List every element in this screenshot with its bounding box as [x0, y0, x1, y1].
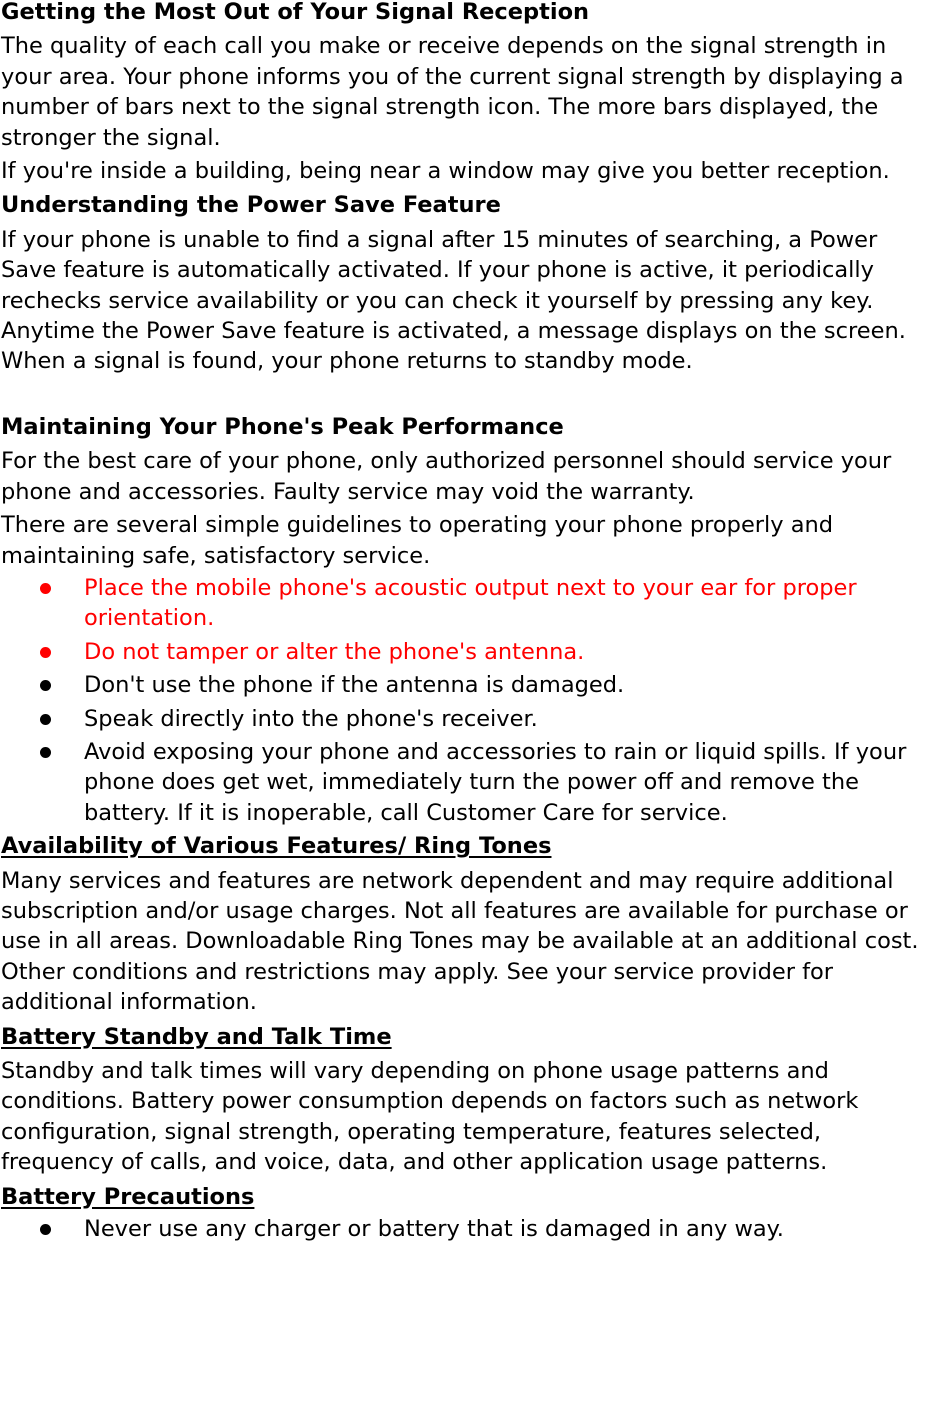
list-item — [1, 637, 929, 667]
signal-reception-paragraph-1: The quality of each call you make or receive depends on the signal strength in your area. Your phone informs you of the current signal strength by displaying a number of bars next to the signal strength icon. The more bars displayed, the stronger the signal. — [1, 33, 904, 151]
manual-page — [1, 0, 929, 1247]
battery-precautions-list — [1, 1214, 929, 1244]
signal-reception-paragraph-2: If you're inside a building, being near a window may give you better reception. — [1, 158, 890, 185]
list-item-text: Do not tamper or alter the phone's antenna. — [84, 638, 585, 665]
bullet-dot-icon — [40, 680, 51, 691]
list-item — [1, 573, 929, 634]
list-item — [1, 737, 929, 828]
list-item-text: Avoid exposing your phone and accessories to rain or liquid spills. If your phone does get wet, immediately turn the power off and remove the battery. If it is inoperable, call Customer Care for service. — [84, 738, 907, 826]
availability-paragraph: Many services and features are network dependent and may require additional subscription and/or usage charges. Not all features are available for purchase or use in all areas. Downloadable Ring Tones may be available at an additional cost. Other conditions and restrictions may apply. See your service provider for additional information. — [1, 867, 919, 1016]
peak-performance-heading: Maintaining Your Phone's Peak Performance — [1, 413, 564, 440]
list-item-text: Speak directly into the phone's receiver. — [84, 705, 538, 732]
power-save-heading: Understanding the Power Save Feature — [1, 192, 501, 219]
list-item-text: Place the mobile phone's acoustic output next to your ear for proper orientation. — [84, 574, 857, 632]
performance-guidelines-list — [1, 573, 929, 828]
peak-performance-paragraph-1: For the best care of your phone, only authorized personnel should service your phone and accessories. Faulty service may void the warranty. — [1, 448, 892, 505]
peak-performance-paragraph-2: There are several simple guidelines to operating your phone properly and maintaining safe, satisfactory service. — [1, 512, 834, 569]
bullet-dot-icon — [40, 1224, 51, 1235]
bullet-dot-icon — [40, 647, 51, 658]
list-item — [1, 670, 929, 700]
list-item — [1, 704, 929, 734]
bullet-dot-icon — [40, 747, 51, 758]
bullet-dot-icon — [40, 583, 51, 594]
battery-time-paragraph: Standby and talk times will vary depending on phone usage patterns and conditions. Battery power consumption depends on factors such as network configuration, signal strength, operating temperature, features selected, frequency of calls, and voice, data, and other application usage patterns. — [1, 1058, 859, 1176]
list-item-text: Don't use the phone if the antenna is damaged. — [84, 672, 625, 699]
power-save-paragraph-1: If your phone is unable to find a signal after 15 minutes of searching, a Power Save feature is automatically activated. If your phone is active, it periodically rechecks service availability or you can check it yourself by pressing any key. — [1, 226, 878, 314]
list-item-text: Never use any charger or battery that is damaged in any way. — [84, 1216, 784, 1243]
power-save-paragraph-2: Anytime the Power Save feature is activated, a message displays on the screen. When a signal is found, your phone returns to standby mode. — [1, 318, 906, 375]
availability-heading: Availability of Various Features/ Ring Tones — [1, 833, 552, 860]
list-item — [1, 1214, 929, 1244]
bullet-dot-icon — [40, 714, 51, 725]
signal-reception-heading: Getting the Most Out of Your Signal Reception — [1, 0, 590, 25]
battery-time-heading: Battery Standby and Talk Time — [1, 1023, 392, 1050]
battery-precautions-heading: Battery Precautions — [1, 1183, 255, 1210]
